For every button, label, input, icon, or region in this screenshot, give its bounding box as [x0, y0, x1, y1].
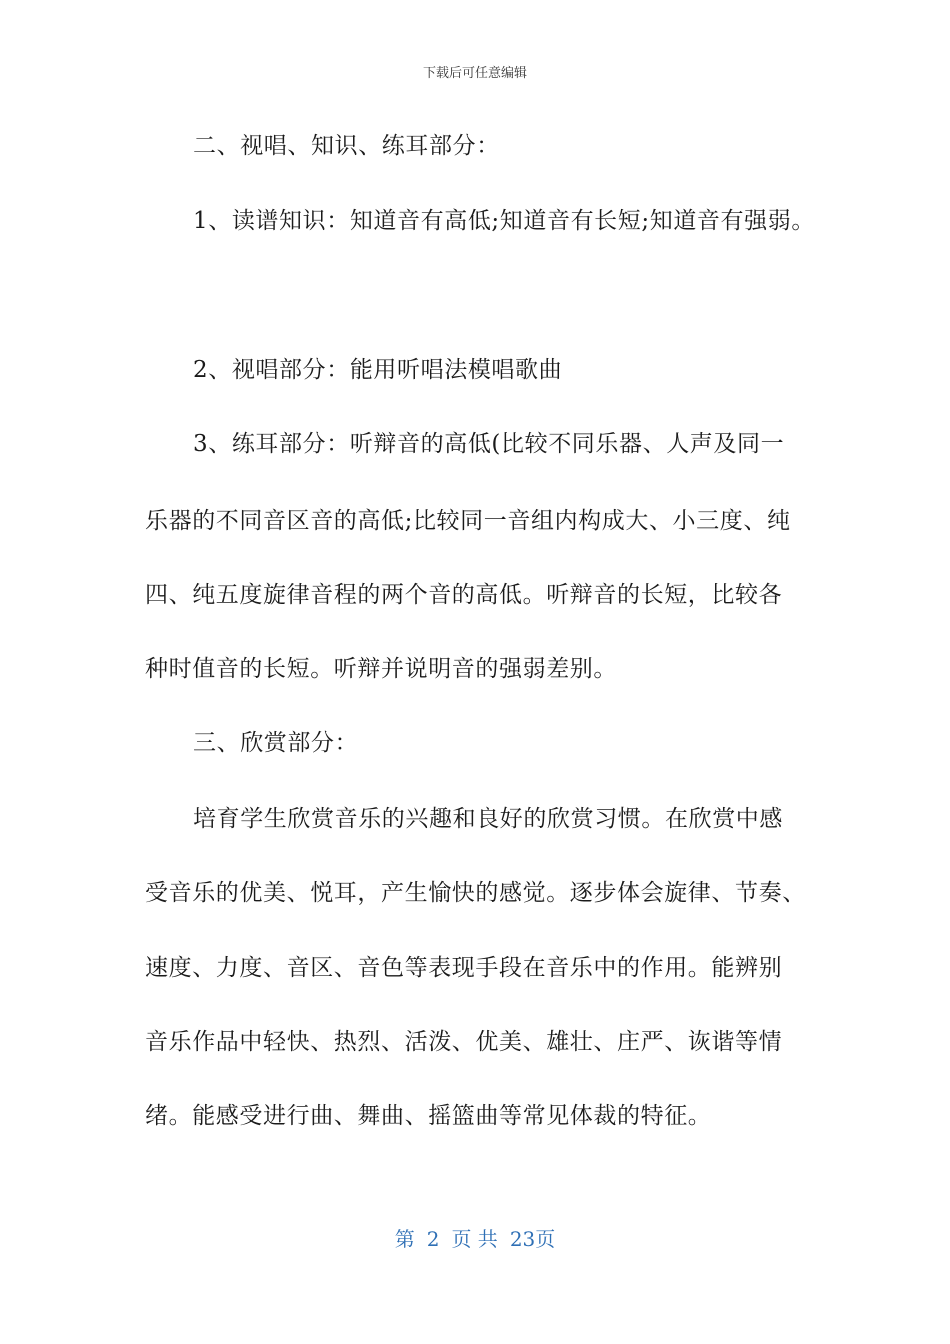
- page-header: 下载后可任意编辑: [422, 66, 527, 81]
- footer-suffix: 页: [535, 1227, 556, 1251]
- paragraph-appreciation-line-3: 速度、力度、音区、音色等表现手段在音乐中的作用。能辨别: [145, 955, 783, 981]
- paragraph-ear-training-line-4: 种时值音的长短。听辩并说明音的强弱差别。: [145, 656, 617, 682]
- footer-total-pages: 23: [509, 1227, 536, 1251]
- page-footer: [0, 1225, 950, 1253]
- section-heading-sight-singing: 二、视唱、知识、练耳部分：: [193, 133, 500, 159]
- paragraph-ear-training-line-3: 四、纯五度旋律音程的两个音的高低。听辩音的长短，比较各: [145, 582, 783, 608]
- paragraph-ear-training-line-2: 乐器的不同音区音的高低;比较同一音组内构成大、小三度、纯: [145, 508, 791, 534]
- paragraph-appreciation-line-2: 受音乐的优美、悦耳，产生愉快的感觉。逐步体会旋律、节奏、: [145, 880, 806, 906]
- footer-prefix: 第: [394, 1227, 415, 1251]
- paragraph-ear-training-line-1: 3、练耳部分：听辩音的高低(比较不同乐器、人声及同一: [193, 431, 785, 457]
- paragraph-sight-singing: 2、视唱部分：能用听唱法模唱歌曲: [193, 357, 563, 383]
- paragraph-reading-notation: 1、读谱知识：知道音有高低;知道音有长短;知道音有强弱。: [193, 208, 815, 234]
- footer-middle: 页 共: [451, 1227, 498, 1251]
- paragraph-appreciation-line-1: 培育学生欣赏音乐的兴趣和良好的欣赏习惯。在欣赏中感: [193, 806, 783, 832]
- paragraph-appreciation-line-5: 绪。能感受进行曲、舞曲、摇篮曲等常见体裁的特征。: [145, 1103, 712, 1129]
- paragraph-appreciation-line-4: 音乐作品中轻快、热烈、活泼、优美、雄壮、庄严、诙谐等情: [145, 1029, 783, 1055]
- section-heading-appreciation: 三、欣赏部分：: [193, 730, 359, 756]
- footer-current-page: 2: [426, 1227, 440, 1251]
